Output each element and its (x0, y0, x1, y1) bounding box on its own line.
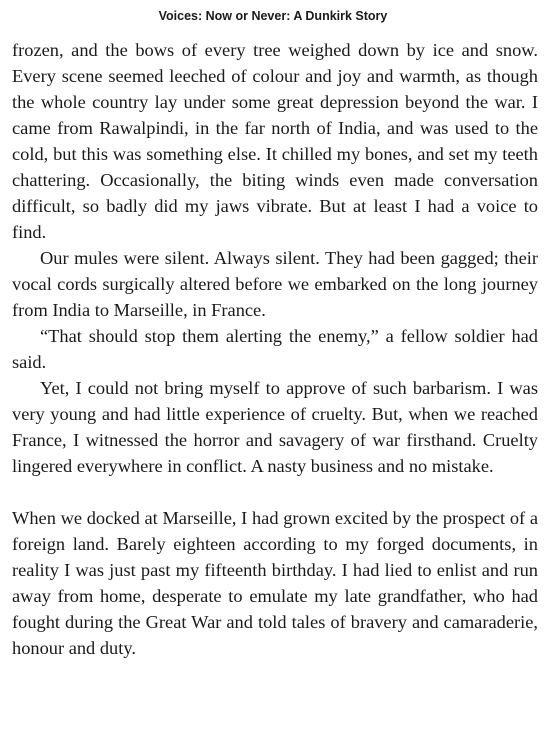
paragraph: “That should stop them alerting the enemy,” a fellow soldier had said. (12, 326, 538, 372)
book-title-header: Voices: Now or Never: A Dunkirk Story (158, 9, 388, 23)
paragraph: Yet, I could not bring myself to approve of such barbarism. I was very young and had little experience of cruelty. But, when we reached France, I witnessed the horror and savagery of war firsthand. Cruelty lingered everywhere in conflict. A nasty business and no mistake. (12, 378, 538, 476)
paragraph-continuation: frozen, and the bows of every tree weighed down by ice and snow. Every scene seemed leeched of colour and joy and warmth, as though the whole country lay under some great depression beyond the war. I came from Rawalpindi, in the far north of India, and was used to the cold, but this was something else. It chilled my bones, and set my teeth chattering. Occasionally, the biting winds even made conversation difficult, so badly did my jaws vibrate. But at least I had a voice to find. (12, 40, 538, 242)
paragraph: Our mules were silent. Always silent. They had been gagged; their vocal cords surgically altered before we embarked on the long journey from India to Marseille, in France. (12, 248, 538, 320)
page-body-text (12, 37, 538, 661)
paragraph-section-start: When we docked at Marseille, I had grown excited by the prospect of a foreign land. Barely eighteen according to my forged documents, in reality I was just past my fifteenth birthday. I had lied to enlist and run away from home, desperate to emulate my late grandfather, who had fought during the Great War and told tales of bravery and camaraderie, honour and duty. (12, 508, 538, 658)
